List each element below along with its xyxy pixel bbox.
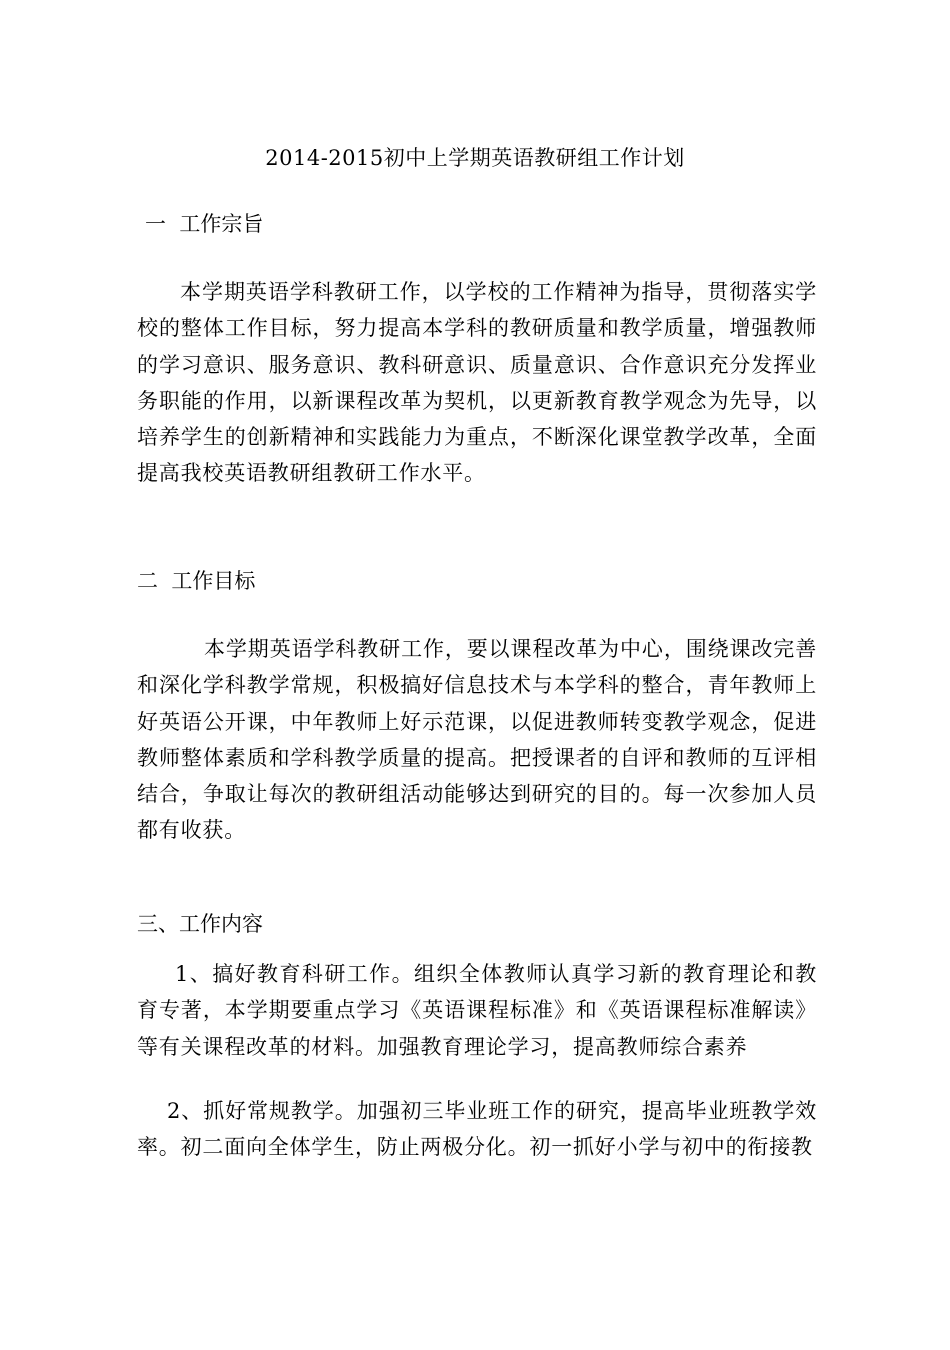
section-heading-content: 三、工作内容 bbox=[137, 912, 263, 936]
section-heading-purpose: 一 工作宗旨 bbox=[145, 212, 264, 236]
content-item-routine-teaching: 2、抓好常规教学。加强初三毕业班工作的研究，提高毕业班教学效率。初二面向全体学生，防止两极分化。初一抓好小学与初中的衔接教 bbox=[137, 1099, 817, 1160]
paragraph-goals: 本学期英语学科教研工作，要以课程改革为中心，围绕课改完善和深化学科教学常规，积极搞好信息技术与本学科的整合，青年教师上好英语公开课，中年教师上好示范课，以促进教师转变教学观念，促进教师整体素质和学科教学质量的提高。把授课者的自评和教师的互评相结合，争取让每次的教研组活动能够达到研究的目的。每一次参加人员都有收获。 bbox=[137, 637, 817, 843]
paragraph-purpose: 本学期英语学科教研工作，以学校的工作精神为指导，贯彻落实学校的整体工作目标，努力提高本学科的教研质量和教学质量，增强教师的学习意识、服务意识、教科研意识、质量意识、合作意识充分发挥业务职能的作用，以新课程改革为契机，以更新教育教学观念为先导，以培养学生的创新精神和实践能力为重点，不断深化课堂教学改革，全面提高我校英语教研组教研工作水平。 bbox=[137, 280, 817, 486]
section-heading-goals: 二 工作目标 bbox=[137, 569, 256, 593]
document-title: 2014-2015初中上学期英语教研组工作计划 bbox=[265, 146, 685, 170]
content-item-research: 1、搞好教育科研工作。组织全体教师认真学习新的教育理论和教育专著，本学期要重点学习《英语课程标准》和《英语课程标准解读》等有关课程改革的材料。加强教育理论学习，提高教师综合素养 bbox=[137, 962, 817, 1059]
